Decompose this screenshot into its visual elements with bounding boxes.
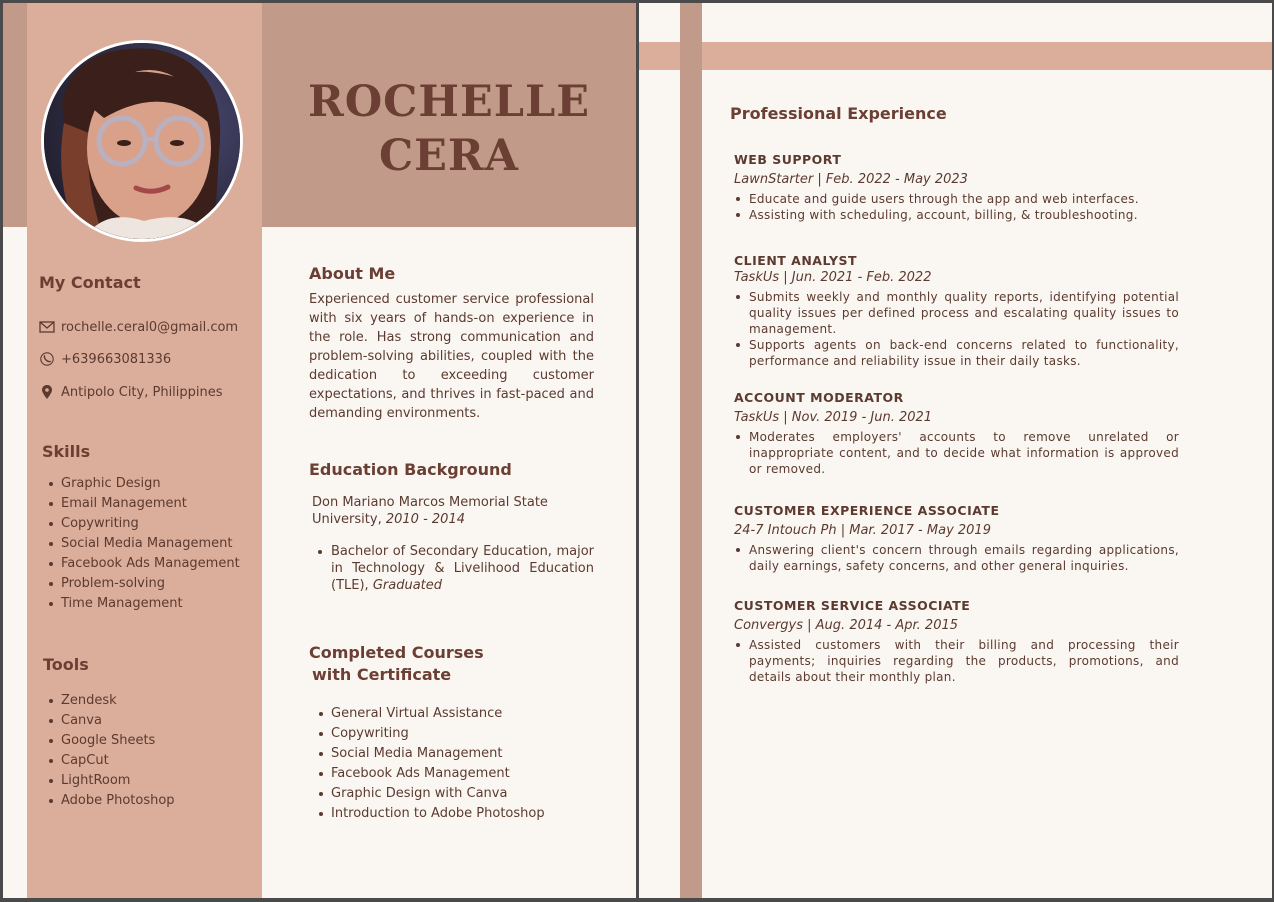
job-title: ACCOUNT MODERATOR [734, 390, 904, 405]
job-meta: TaskUs | Jun. 2021 - Feb. 2022 [734, 270, 932, 285]
list-item: General Virtual Assistance [317, 704, 545, 724]
list-item: Assisting with scheduling, account, billing, & troubleshooting. [734, 207, 1179, 223]
list-item: Time Management [47, 594, 240, 614]
job-entry [734, 503, 1179, 574]
list-item: Canva [47, 711, 175, 731]
list-item: Introduction to Adobe Photoshop [317, 804, 545, 824]
contact-location-row [39, 384, 223, 400]
last-name: CERA [378, 131, 520, 181]
list-item: Social Media Management [317, 744, 545, 764]
degree-name: Bachelor of Secondary Education, major in Technology & Livelihood Education (TLE), [331, 544, 594, 593]
contact-phone[interactable]: +639663081336 [61, 351, 172, 367]
list-item: Moderates employers' accounts to remove unrelated or inappropriate content, and to decide what information is approved or removed. [734, 429, 1179, 477]
job-entry [734, 253, 1179, 369]
tools-list [47, 691, 175, 811]
contact-phone-row [39, 351, 171, 367]
profile-photo [41, 40, 243, 242]
education-school [312, 494, 602, 528]
job-title: CLIENT ANALYST [734, 253, 858, 268]
job-meta: TaskUs | Nov. 2019 - Jun. 2021 [734, 410, 933, 425]
full-name [262, 75, 636, 183]
phone-icon [39, 351, 55, 367]
courses-heading [309, 642, 484, 686]
job-title: WEB SUPPORT [734, 152, 842, 167]
skills-list [47, 474, 240, 614]
list-item [316, 543, 594, 594]
list-item: Answering client's concern through emails regarding applications, daily earnings, safety concerns, and other general inquiries. [734, 542, 1179, 574]
location-pin-icon [39, 384, 55, 400]
list-item: Facebook Ads Management [317, 764, 545, 784]
courses-heading-line2: with Certificate [312, 665, 452, 684]
job-meta: 24-7 Intouch Ph | Mar. 2017 - May 2019 [734, 523, 991, 538]
job-entry [734, 598, 1179, 685]
tools-heading: Tools [43, 655, 89, 674]
about-text: Experienced customer service professional with six years of hands-on experience in the role. Has strong communication and problem-solving abilities, coupled with the dedication to exceeding customer expectations, and thrives in fast-paced and demanding environments. [309, 292, 594, 421]
skills-heading: Skills [42, 442, 91, 461]
job-bullets [734, 289, 1179, 369]
list-item: Adobe Photoshop [47, 791, 175, 811]
job-title: CUSTOMER SERVICE ASSOCIATE [734, 598, 971, 613]
top-stripe [639, 42, 1272, 70]
list-item: Graphic Design [47, 474, 240, 494]
mail-icon [39, 319, 55, 335]
list-item: Facebook Ads Management [47, 554, 240, 574]
list-item: Social Media Management [47, 534, 240, 554]
list-item: Copywriting [47, 514, 240, 534]
list-item: LightRoom [47, 771, 175, 791]
contact-email[interactable]: rochelle.ceral0@gmail.com [61, 319, 239, 335]
job-bullets [734, 637, 1179, 685]
contact-location: Antipolo City, Philippines [61, 384, 223, 400]
list-item: Submits weekly and monthly quality reports, identifying potential quality issues per defined process and escalating quality issues to management. [734, 289, 1179, 337]
job-meta: Convergys | Aug. 2014 - Apr. 2015 [734, 618, 959, 633]
first-name: ROCHELLE [307, 77, 591, 127]
list-item: Educate and guide users through the app and web interfaces. [734, 191, 1179, 207]
job-bullets [734, 429, 1179, 477]
list-item: Supports agents on back-end concerns related to functionality, performance and reliability issue in their daily tasks. [734, 337, 1179, 369]
education-heading: Education Background [309, 460, 512, 479]
list-item: Email Management [47, 494, 240, 514]
courses-heading-line1: Completed Courses [309, 643, 484, 662]
job-entry [734, 152, 1179, 223]
job-entry [734, 390, 1179, 477]
education-degree-list [316, 543, 594, 594]
list-item: Assisted customers with their billing and processing their payments; inquiries regarding the products, promotions, and details about their monthly plan. [734, 637, 1179, 685]
list-item: Google Sheets [47, 731, 175, 751]
education-years: 2010 - 2014 [385, 512, 465, 527]
degree-status: Graduated [372, 578, 443, 593]
job-title: CUSTOMER EXPERIENCE ASSOCIATE [734, 503, 1000, 518]
contact-heading: My Contact [39, 273, 141, 292]
job-bullets [734, 191, 1179, 223]
courses-list [317, 704, 545, 824]
resume-page-2 [639, 3, 1272, 898]
about-heading: About Me [309, 264, 396, 283]
list-item: CapCut [47, 751, 175, 771]
list-item: Copywriting [317, 724, 545, 744]
profile-photo-illustration [44, 43, 240, 239]
contact-email-row [39, 319, 238, 335]
resume-page-1 [3, 3, 636, 898]
list-item: Zendesk [47, 691, 175, 711]
list-item: Graphic Design with Canva [317, 784, 545, 804]
school-name: Don Mariano Marcos Memorial State University, [312, 495, 548, 527]
vertical-stripe [680, 3, 702, 898]
job-meta: LawnStarter | Feb. 2022 - May 2023 [734, 172, 968, 187]
job-bullets [734, 542, 1179, 574]
experience-heading: Professional Experience [730, 104, 947, 123]
list-item: Problem-solving [47, 574, 240, 594]
